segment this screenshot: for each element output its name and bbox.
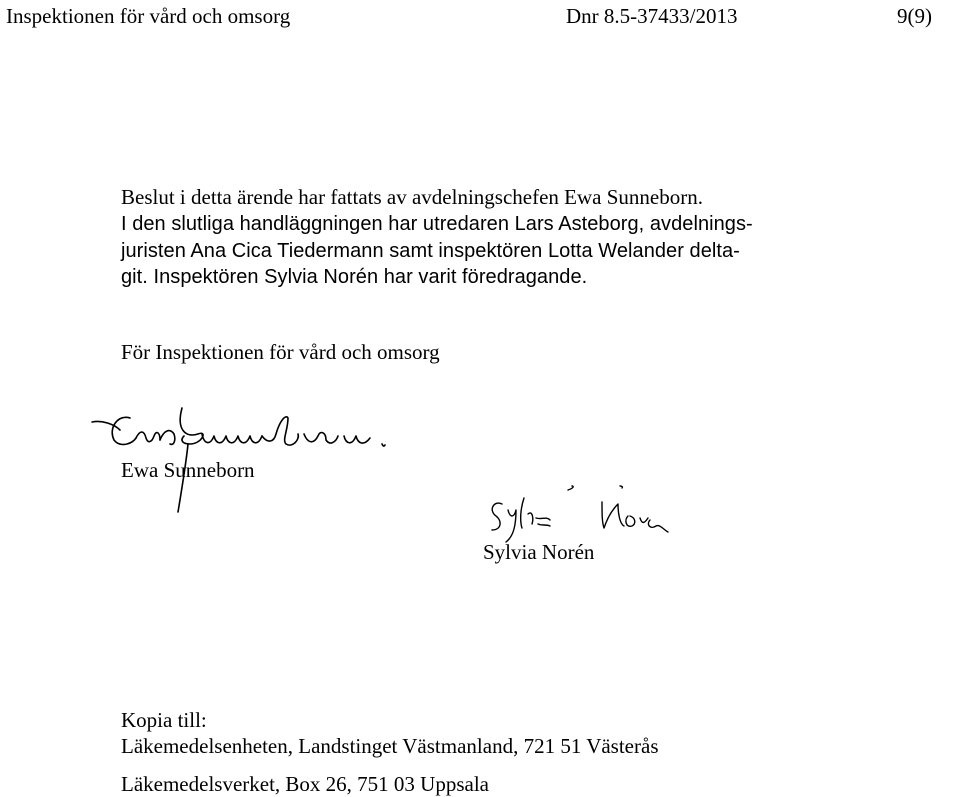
header-organisation: Inspektionen för vård och omsorg bbox=[6, 4, 291, 28]
signer2-name: Sylvia Norén bbox=[483, 540, 595, 564]
decision-line-4: git. Inspektören Sylvia Norén har varit föredragande. bbox=[121, 266, 588, 288]
decision-line-3: juristen Ana Cica Tiedermann samt inspektören Lotta Welander delta- bbox=[121, 240, 740, 262]
header-doc-number: Dnr 8.5-37433/2013 bbox=[566, 4, 738, 28]
header-page-number: 9(9) bbox=[897, 4, 932, 28]
copy-recipient-1: Läkemedelsenheten, Landstinget Västmanland, 721 51 Västerås bbox=[121, 734, 659, 758]
decision-line-1: Beslut i detta ärende har fattats av avdelningschefen Ewa Sunneborn. bbox=[121, 185, 703, 209]
on-behalf-text: För Inspektionen för vård och omsorg bbox=[121, 340, 440, 364]
copy-heading: Kopia till: bbox=[121, 708, 207, 732]
decision-line-2: I den slutliga handläggningen har utredaren Lars Asteborg, avdelnings- bbox=[121, 213, 753, 235]
signer1-name: Ewa Sunneborn bbox=[121, 458, 255, 482]
copy-recipient-2: Läkemedelsverket, Box 26, 751 03 Uppsala bbox=[121, 772, 489, 796]
